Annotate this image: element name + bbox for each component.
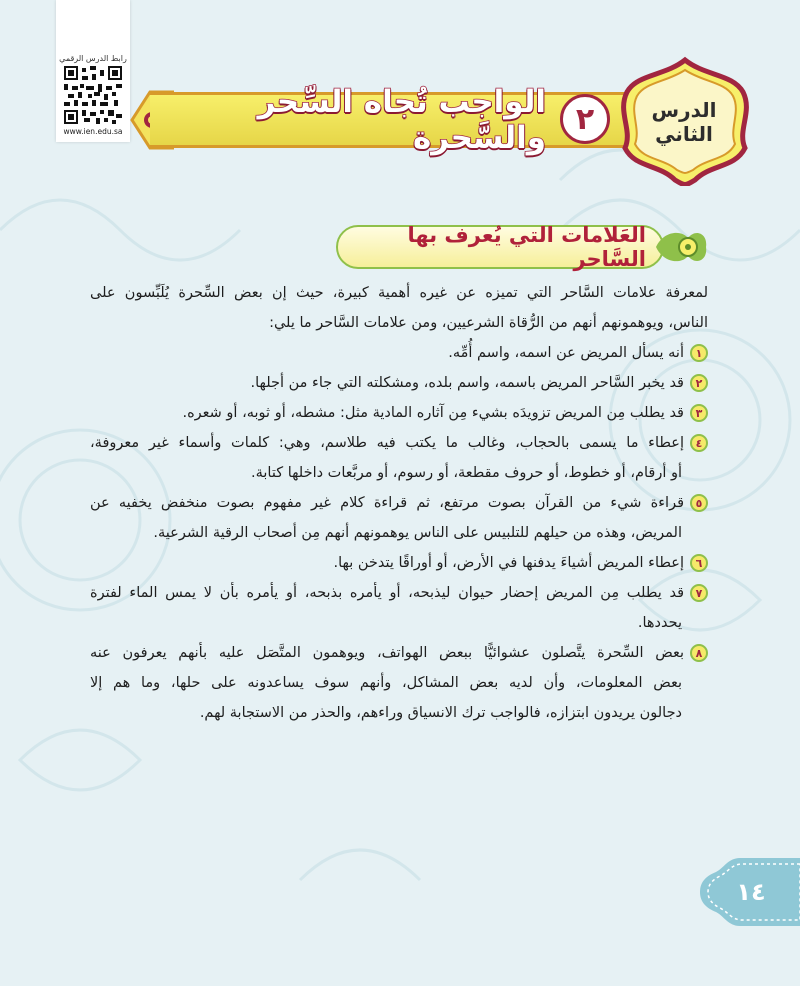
qr-caption: رابط الدرس الرقمي: [59, 54, 127, 63]
list-item-continuation: بعض المعلومات، وأن لديه بعض المشاكل، وأنهم سوف يساعدونه على حلها، وما هم إلا: [90, 675, 682, 691]
list-item-6: [90, 548, 708, 578]
list-item-text: قد يطلب مِن المريض إحضار حيوان ليذبحه، أو يأمره بذبحه، أو يأمره بأن لا يمس الماء لفترة: [90, 585, 684, 601]
number-bullet-icon: ٤: [690, 434, 708, 452]
list-item-text: إعطاء المريض أشياءَ يدفنها في الأرض، أو أوراقًا يتدخن بها.: [333, 555, 684, 571]
list-item-7: [90, 578, 708, 608]
list-item-continuation: المريض، وهذه من حيلهم للتلبيس على الناس يوهمونهم أنهم مِن أصحاب الرقية الشرعية.: [153, 525, 682, 541]
section-ornament-icon: [652, 224, 710, 270]
qr-code-panel[interactable]: [56, 0, 130, 142]
list-item-1: [90, 338, 708, 368]
list-item-5: [90, 488, 708, 518]
list-item-text: أنه يسأل المريض عن اسمه، واسم أُمِّه.: [448, 345, 684, 361]
qr-url[interactable]: www.ien.edu.sa: [63, 127, 123, 136]
list-item-text: بعض السِّحرة يتَّصلون عشوائيًّا ببعض الهواتف، ويوهمون المتَّصَل عليه بأنهم يعرفون عنه: [90, 645, 684, 661]
lesson-label-word: الدرس: [651, 98, 717, 122]
list-item-continuation: يحددها.: [637, 615, 682, 631]
list-item-8: [90, 638, 708, 668]
number-bullet-icon: ١: [690, 344, 708, 362]
list-item-text: قد يخبر السَّاحر المريض باسمه، واسم بلده، ومشكلته التي جاء من أجلها.: [250, 375, 684, 391]
qr-code-icon[interactable]: [64, 66, 122, 124]
list-item-text: قد يطلب مِن المريض تزويدَه بشيء مِن آثاره المادية مثل: مشطه، أو ثوبه، أو شعره.: [182, 405, 684, 421]
list-item-2: [90, 368, 708, 398]
list-item-text: قراءة شيء من القرآن بصوت مرتفع، ثم قراءة كلام غير مفهوم بصوت منخفض يخفيه عن: [90, 495, 684, 511]
number-bullet-icon: ٢: [690, 374, 708, 392]
intro-line-2: الناس، ويوهمونهم أنهم من الرُّقاة الشرعيين، ومن علامات السَّاحر ما يلي:: [269, 315, 708, 331]
number-bullet-icon: ٨: [690, 644, 708, 662]
lesson-title: الواجب تُجاه السِّحر والسَّحرة: [257, 84, 546, 156]
list-item-continuation: دجالون يريدون ابتزازه، فالواجب ترك الانسياق وراءهم، والحذر من الاستجابة لهم.: [199, 705, 682, 721]
list-item-3: [90, 398, 708, 428]
lesson-label: [634, 82, 734, 162]
number-bullet-icon: ٦: [690, 554, 708, 572]
number-bullet-icon: ٣: [690, 404, 708, 422]
intro-line-1: لمعرفة علامات السَّاحر التي تميزه عن غيره أهمية كبيرة، حيث إن بعض السِّحرة يُلَبِّسون على: [90, 285, 708, 301]
number-bullet-icon: ٧: [690, 584, 708, 602]
list-item-4: [90, 428, 708, 458]
number-bullet-icon: ٥: [690, 494, 708, 512]
page-number: ١٤: [736, 878, 766, 906]
lesson-label-ordinal: الثاني: [655, 122, 713, 146]
list-item-text: إعطاء ما يسمى بالحجاب، وغالب ما يكتب فيه طلاسم، وهي: كلمات وأسماء غير معروفة،: [90, 435, 684, 451]
list-item-continuation: أو أرقام، أو خطوط، أو حروف مقطعة، أو رسوم، أو مربَّعات داخلها كتابة.: [250, 465, 682, 481]
lesson-number-badge: ٢: [560, 94, 610, 144]
lesson-body: [90, 278, 708, 728]
section-title: العَلامات التي يُعرف بها السَّاحر: [407, 223, 646, 271]
